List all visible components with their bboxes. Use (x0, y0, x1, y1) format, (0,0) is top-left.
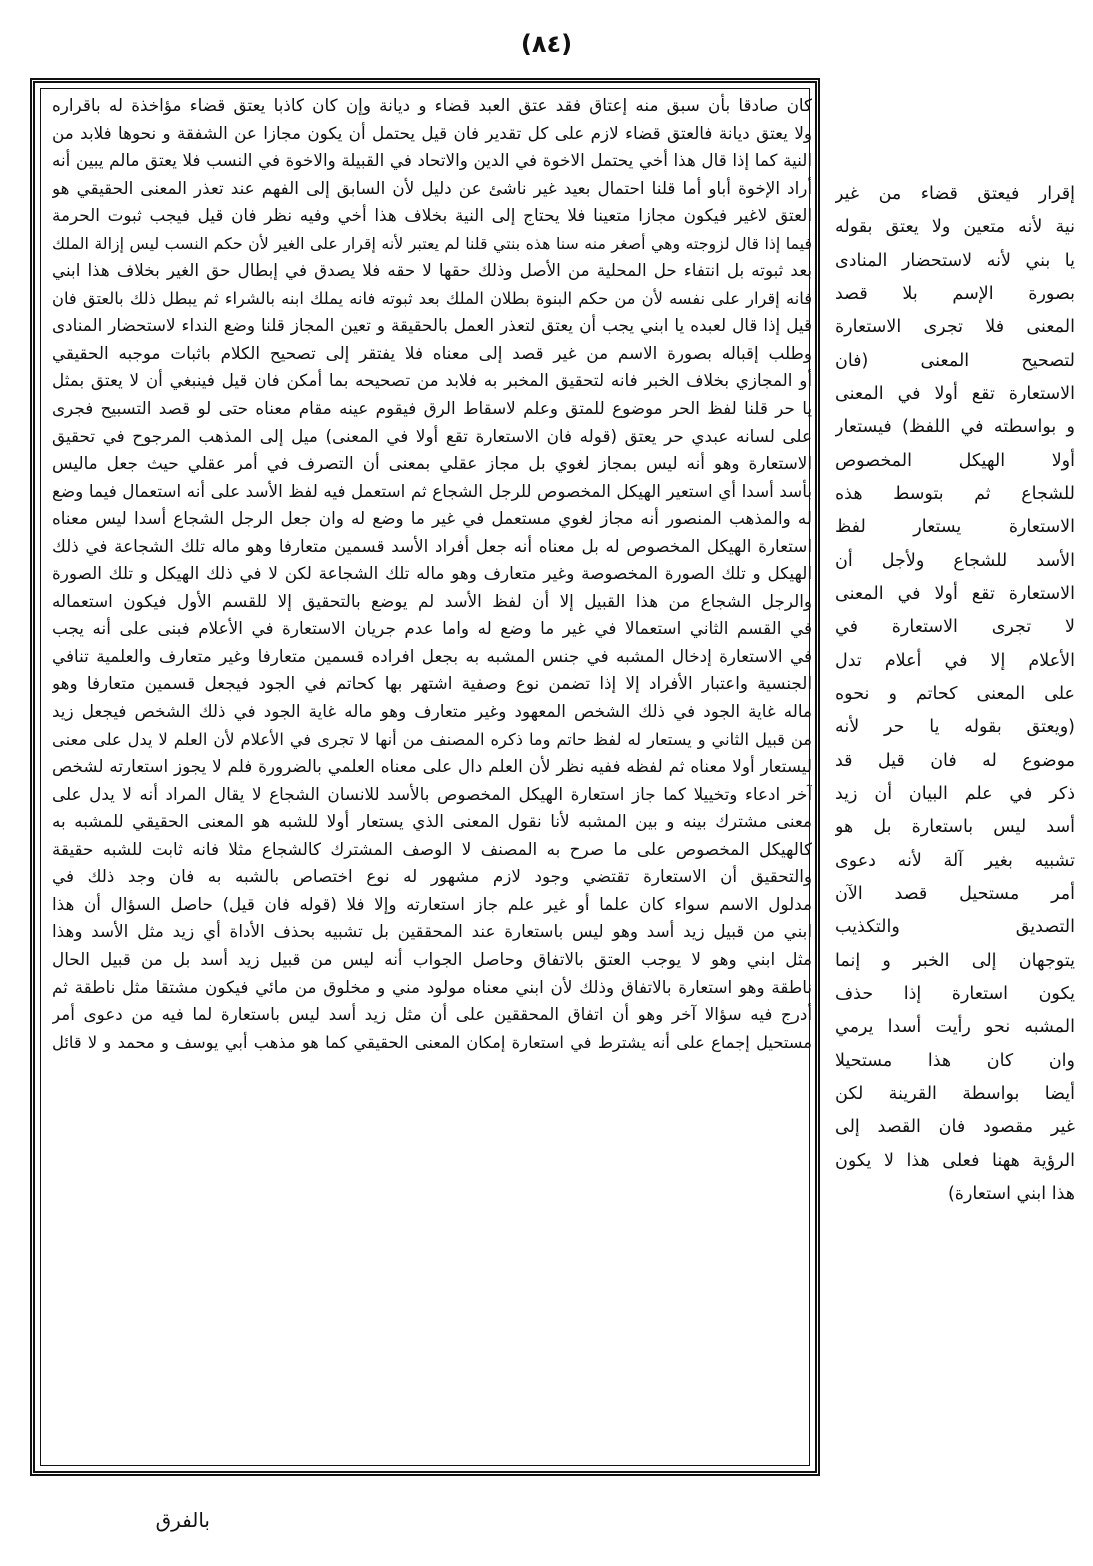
main-text-line: مثل ابني وهو لا يوجب العتق بالاتفاق وحاصل الجواب أنه ليس من قبيل زيد أسد بل من قبيل الحال (52, 948, 812, 969)
margin-text-line: للشجاع ثم بتوسط هذه (835, 483, 1075, 504)
margin-text-line: الأسد للشجاع ولأجل أن (835, 550, 1075, 571)
main-text-line: الاستعارة وهو أنه ليس بمجاز لغوي بل مجاز عقلي بمعنى أن التصرف في أمر عقلي حيث جعل ماليس (52, 453, 812, 474)
main-text-line: فانه إقرار على نفسه لأن من حكم البنوة بطلان الملك بعد ثبوته فانه يملك ابنه بالشراء ثم يبطل ذلك بالعتق فان (52, 288, 812, 308)
footer-catchword: بالفرق (155, 1508, 210, 1532)
margin-text-line: الأعلام إلا في أعلام تدل (835, 650, 1075, 671)
main-text-line: استعارة الهيكل المخصوص له بل معناه أنه جعل أفراد الأسد قسمين متعارفا وهو ماله تلك الشجاعة في ذلك (52, 535, 812, 556)
main-text-line: آخر ادعاء وتخييلا كما جاز استعارة الهيكل المخصوص بالأسد للانسان الشجاع لا يقال المراد أنه لا يدل على (52, 783, 812, 804)
margin-text-line: المعنى فلا تجرى الاستعارة (835, 317, 1075, 338)
margin-text-line: (ويعتق بقوله يا حر لأنه (835, 717, 1075, 738)
margin-text-line: الرؤية ههنا فعلى هذا لا يكون (835, 1150, 1075, 1171)
main-text-line: والرجل الشجاع من هذا القبيل إلا أن لفظ الأسد لم يوضع بالتحقيق إلا للقسم الأول فيكون استعماله (52, 590, 812, 611)
main-text-line: قيل إذا قال لعبده يا ابني يجب أن يعتق لتعذر العمل بالحقيقة و تعين المجاز قلنا وضع النداء لاستحضار المنادى (52, 315, 812, 336)
main-text-line: بأسد أسدا أي استعير الهيكل المخصوص للرجل الشجاع ثم استعمل فيه لفظ الأسد على أنه استعمال فيما وضع (52, 480, 812, 501)
main-text-line: والتحقيق أن الاستعارة تقتضي وجود لازم مشهور له نوع اختصاص بالشبه به فان وجد ذلك في (52, 866, 812, 887)
margin-text-line: بصورة الإسم بلا قصد (835, 283, 1075, 304)
margin-text-line: تشبيه بغير آلة لأنه دعوى (835, 850, 1075, 871)
margin-base-text (835, 178, 1075, 1211)
margin-text-line: وان كان هذا مستحيلا (835, 1050, 1075, 1071)
margin-text-line: إقرار فيعتق قضاء من غير (835, 184, 1075, 204)
main-text-line: بعد ثبوته بل انتفاء حل المحلية من الأصل وذلك حقها لا حقه فلا يصدق في إبطال حق الغير بخلاف هذا ابني (52, 260, 812, 281)
margin-text-line: المشبه نحو رأيت أسدا يرمي (835, 1017, 1075, 1038)
page-number: (٨٤) (520, 30, 573, 58)
margin-text-line: أمر مستحيل قصد الآن (835, 883, 1075, 904)
margin-text-line: يتوجهان إلى الخبر و إنما (835, 950, 1075, 971)
margin-text-line: هذا ابني استعارة) (947, 1183, 1075, 1204)
margin-text-line: الاستعارة تقع أولا في المعنى (835, 383, 1075, 404)
main-text-line: النية كما إذا قال هذا أخي يحتمل الاخوة في الدين والاتحاد في القبيلة والاخوة في النسب فلا يعتق مالم يبين أنه (52, 150, 812, 171)
main-text-line: ناطقة وهو استعارة بالاتفاق وذلك لأن ابني معناه مولود مني و مخلوق من مائي فيكون مشتقا مثل ناطقة ثم (52, 976, 812, 997)
main-text-line: له والمذهب المنصور أنه مجاز لغوي مستعمل في غير ما وضع له وان جعل الرجل الشجاع أسدا ليس معناه (52, 508, 812, 529)
main-text-line: من قبيل الثاني و يستعار له لفظ حاتم وما ذكره المصنف من أنها لا تجرى في الأعلام لأن العلم لا يدل على معنى (52, 729, 812, 749)
main-text-line: أراد الإخوة أباو أما قلنا احتمال بعيد غير ناشئ عن دليل لأن السابق إلى الفهم عند تعذر المعنى الحقيقي هو (52, 177, 812, 198)
main-text-line: فيما إذا قال لزوجته وهي أصغر منه سنا هذه بنتي قلنا لم يعتبر لأنه إقرار على الغير لأن حكم النسب ليس إزالة الملك (52, 233, 812, 253)
margin-text-line: أيضا بواسطة القرينة لكن (835, 1083, 1075, 1104)
main-text-line: ماله غاية الجود في ذلك الشخص المعهود وغير متعارف وهو ماله غاية الجود في ذلك الشخص فيجعل زيد (52, 701, 812, 722)
margin-text-line: نية لأنه متعين ولا يعتق بقوله (835, 217, 1075, 238)
main-text-line: كالهيكل المخصوص على ما صرح به المصنف لا الوصف المشترك كالشجاع مثلا فانه ثابت للشبه حقيقة (52, 838, 812, 859)
main-text-line: ولا يعتق ديانة فالعتق قضاء لازم على كل تقدير فان قيل يحتمل أن يكون مجازا عن الشفقة و نحوها فلابد من (52, 122, 812, 143)
main-text-line: مدلول الاسم سواء كان علما أو غير علم جاز استعارته وإلا فلا (قوله فان قيل) حاصل السؤال أن هذا (52, 893, 812, 914)
margin-text-line: أولا الهيكل المخصوص (835, 450, 1075, 471)
margin-text-line: ذكر في علم البيان أن زيد (835, 783, 1075, 804)
margin-text-line: الاستعارة تقع أولا في المعنى (835, 583, 1075, 604)
main-text-line: ابني من قبيل زيد أسد وهو ليس باستعارة عند المحققين بل تشبيه بحذف الأداة أي زيد مثل الأسد وهذا (52, 921, 812, 942)
margin-text-line: و بواسطته في اللفظ) فيستعار (835, 417, 1075, 438)
main-commentary-text (52, 92, 812, 1470)
margin-text-line: موضوع له فان قيل قد (835, 750, 1075, 771)
main-text-line: معنى مشترك بينه و بين المشبه لأنا نقول المعنى الذي يستعار أولا للشبه هو المعنى الحقيقي للمشبه به (52, 811, 812, 832)
main-text-line: الهيكل و تلك الصورة المخصوصة وغير متعارف وهو ماله تلك الشجاعة لكن لا في ذلك الهيكل و تلك الصورة (52, 563, 812, 584)
margin-text-line: لا تجرى الاستعارة في (835, 617, 1075, 638)
main-text-line: وطلب إقباله بصورة الاسم من غير قصد إلى معناه فلا يفتقر إلى تصحيح الكلام باثبات موجبه الحقيقي (52, 342, 812, 363)
main-text-line: مستحيل إجماع على أنه يشترط في استعارة إمكان المعنى الحقيقي كما هو مذهب أبي يوسف و محمد و لا قائل (52, 1032, 812, 1052)
main-text-line: في القسم الثاني استعمالا في غير ما وضع له واما عدم جريان الاستعارة في الأعلام فبنى على أنه يجب (52, 618, 812, 639)
margin-text-line: يكون استعارة إذا حذف (835, 983, 1075, 1004)
margin-text-line: لتصحيح المعنى (فان (835, 350, 1075, 371)
main-text-line: ليستعار أولا معناه ثم لفظه ففيه نظر لأن العلم دال على معناه العلمي بالضرورة فلم لا يجوز استعارته لشخص (52, 756, 812, 777)
main-text-line: يا حر قلنا لفظ الحر موضوع للمتق وعلم لاسقاط الرق فيقوم عينه مقام معناه حتى لو قصد التسبيح فجرى (52, 398, 812, 419)
main-text-line: العتق لاغير فيكون مجازا متعينا فلا يحتاج إلى النية بخلاف هذا أخي وفيه نظر فان قيل فيجب ثبوت الحرمة (52, 205, 812, 226)
main-text-line: في الاستعارة إدخال المشبه في جنس المشبه به بجعل افراده قسمين متعارفا وغير متعارف والعلمية تنافي (52, 645, 812, 666)
margin-text-line: يا بني لأنه لاستحضار المنادى (835, 250, 1075, 271)
main-text-line: على لسانه عبدي حر يعتق (قوله فان الاستعارة تقع أولا في المعنى) ميل إلى المذهب المرجوح في تحقيق (52, 425, 812, 446)
margin-text-line: على المعنى كحاتم و نحوه (835, 683, 1075, 704)
margin-text-line: غير مقصود فان القصد إلى (835, 1117, 1075, 1138)
main-text-line: كان صادقا بأن سبق منه إعتاق فقد عتق العبد قضاء و ديانة وإن كان كاذبا يعتق قضاء مؤاخذة له باقراره (52, 95, 812, 115)
margin-text-line: الاستعارة يستعار لفظ (835, 517, 1075, 538)
main-text-line: أو المجازي بخلاف الخبر فانه لتحقيق المخبر به فلابد من تصحيحه بما أمكن فان قيل فينبغي أن لا يعتق بمثل (52, 370, 812, 391)
margin-text-line: التصديق والتكذيب (835, 917, 1075, 938)
main-text-line: أدرج فيه سؤالا آخر وهو أن اتفاق المحققين على أن مثل زيد أسد ليس باستعارة لما فيه من دعوى أمر (52, 1004, 812, 1025)
margin-text-line: أسد ليس باستعارة بل هو (835, 817, 1075, 838)
main-text-line: الجنسية واعتبار الأفراد إلا إذا تضمن نوع وصفية اشتهر بها كحاتم في الجود فيجعل قسمين متعارفا وهو (52, 673, 812, 694)
